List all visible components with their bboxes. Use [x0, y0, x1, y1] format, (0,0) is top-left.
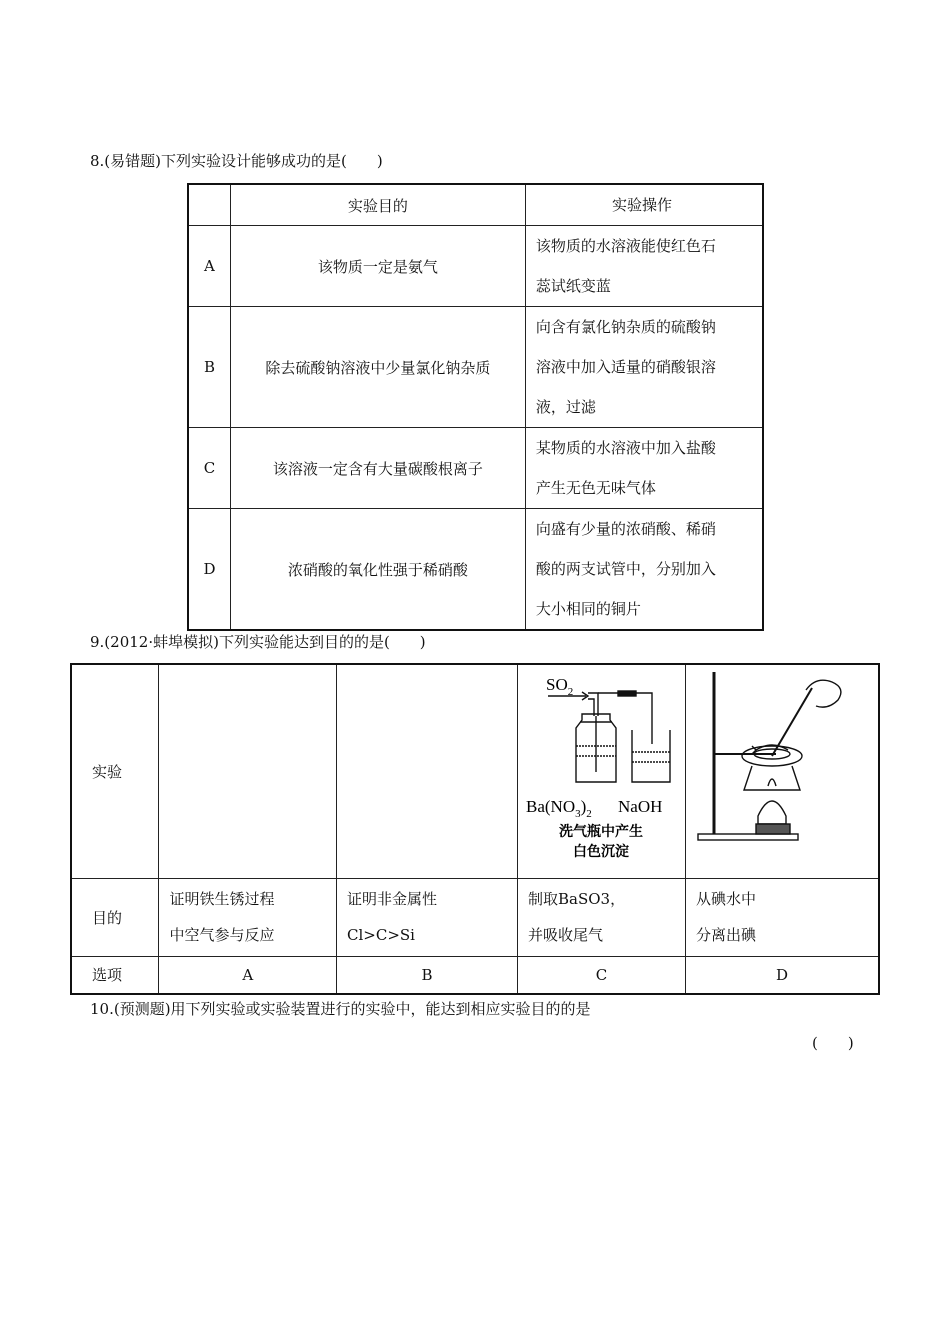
answer-bracket: ( ) — [812, 1034, 854, 1052]
operation-cell — [525, 509, 763, 631]
question-9-stem: 9.(2012·蚌埠模拟)下列实验能达到目的的是( ) — [90, 633, 426, 651]
alcohol-lamp — [758, 801, 786, 824]
goal-cell: 浓硝酸的氧化性强于稀硝酸 — [230, 509, 525, 631]
row-label-experiment: 实验 — [71, 664, 159, 878]
lamp-block — [756, 824, 790, 834]
option-c: C — [517, 956, 685, 994]
operation-line: 该物质的水溶液能使红色石 — [535, 237, 716, 255]
purpose-cell-b — [337, 878, 518, 956]
purpose-line: Cl>C>Si — [347, 925, 415, 944]
naoh-label: NaOH — [617, 797, 663, 817]
option-label: B — [188, 307, 230, 428]
table-row — [188, 226, 763, 307]
operation-line: 某物质的水溶液中加入盐酸 — [535, 439, 716, 457]
option-b: B — [337, 956, 518, 994]
table-row — [188, 509, 763, 631]
experiment-b-figure — [337, 664, 518, 878]
evaporation-apparatus — [686, 666, 878, 876]
rubber-connector — [618, 691, 636, 696]
experiment-c-figure — [517, 664, 685, 878]
stand-base — [698, 834, 798, 840]
table-row — [188, 307, 763, 428]
goal-cell: 除去硫酸钠溶液中少量氯化钠杂质 — [230, 307, 525, 428]
table-row — [188, 428, 763, 509]
header-operation: 实验操作 — [525, 184, 763, 226]
purpose-line: 从碘水中 — [695, 889, 756, 908]
caption-line-2: 白色沉淀 — [572, 844, 629, 861]
option-d: D — [685, 956, 879, 994]
goal-cell: 该物质一定是氨气 — [230, 226, 525, 307]
hand-outline — [806, 680, 841, 707]
purpose-line: 中空气参与反应 — [169, 925, 275, 944]
caption-line-1: 洗气瓶中产生 — [558, 824, 643, 841]
purpose-cell-a — [159, 878, 337, 956]
operation-line: 溶液中加入适量的硝酸银溶 — [535, 358, 716, 376]
operation-cell — [525, 428, 763, 509]
operation-line: 向含有氯化钠杂质的硫酸钠 — [535, 318, 716, 336]
experiment-a-figure — [159, 664, 337, 878]
purpose-line: 分离出碘 — [695, 925, 756, 944]
purpose-cell-c — [517, 878, 685, 956]
experiment-d-figure — [685, 664, 879, 878]
option-row — [71, 956, 879, 994]
option-label: C — [188, 428, 230, 509]
operation-line: 液，过滤 — [535, 398, 596, 416]
question-9-table — [70, 663, 880, 995]
table-header-row — [188, 184, 763, 226]
row-label-option: 选项 — [71, 956, 159, 994]
goal-cell: 该溶液一定含有大量碳酸根离子 — [230, 428, 525, 509]
operation-line: 蕊试纸变蓝 — [535, 277, 611, 295]
option-label: D — [188, 509, 230, 631]
purpose-row — [71, 878, 879, 956]
ba-nitrate-label: $Ba(NO_3)_2$ — [525, 797, 592, 821]
beaker — [632, 730, 670, 782]
option-label: A — [188, 226, 230, 307]
gas-washing-apparatus — [518, 666, 685, 876]
tripod-ring — [744, 766, 800, 790]
purpose-line: 证明非金属性 — [347, 889, 438, 908]
question-10-stem: 10.(预测题)用下列实验或实验装置进行的实验中，能达到相应实验目的的是 — [90, 1000, 591, 1018]
header-goal: 实验目的 — [230, 184, 525, 226]
purpose-cell-d — [685, 878, 879, 956]
operation-cell — [525, 226, 763, 307]
option-a: A — [159, 956, 337, 994]
header-blank — [188, 184, 230, 226]
purpose-line: 证明铁生锈过程 — [169, 889, 275, 908]
purpose-line: 并吸收尾气 — [527, 925, 603, 944]
operation-cell — [525, 307, 763, 428]
so2-label: $SO_2$ — [545, 675, 574, 699]
operation-line: 酸的两支试管中，分别加入 — [535, 560, 716, 578]
purpose-line: 制取BaSO3， — [527, 889, 626, 908]
experiment-row — [71, 664, 879, 878]
row-label-purpose: 目的 — [71, 878, 159, 956]
operation-line: 产生无色无味气体 — [535, 479, 656, 497]
question-8-stem: 8.(易错题)下列实验设计能够成功的是( ) — [90, 152, 383, 170]
question-8-table — [187, 183, 764, 631]
operation-line: 大小相同的铜片 — [535, 600, 641, 618]
operation-line: 向盛有少量的浓硝酸、稀硝 — [535, 520, 716, 538]
